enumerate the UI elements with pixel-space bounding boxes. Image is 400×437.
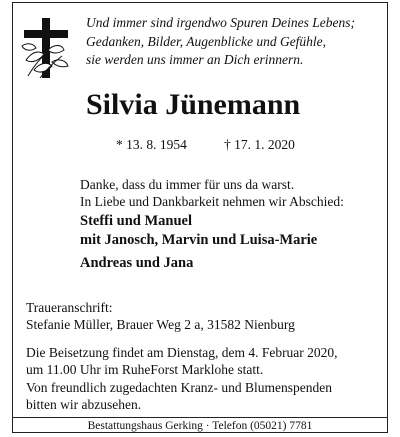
address-value: Stefanie Müller, Brauer Weg 2 a, 31582 Nienburg	[26, 317, 295, 332]
mourners-list	[80, 212, 317, 273]
funeral-line: Die Beisetzung findet am Dienstag, dem 4. Februar 2020,	[26, 345, 338, 360]
thanks-line: Danke, dass du immer für uns da warst.	[80, 177, 295, 192]
mourner-line: Andreas und Jana	[80, 255, 194, 271]
thanks-text	[80, 176, 344, 210]
birth-date: * 13. 8. 1954	[116, 137, 187, 152]
cross-with-lilies-icon	[18, 16, 78, 80]
verse-line: Und immer sind irgendwo Spuren Deines Lebens;	[86, 15, 355, 30]
memorial-verse	[86, 14, 382, 70]
undertaker-footer: Bestattungshaus Gerking · Telefon (05021) 7781	[87, 420, 313, 432]
deceased-name: Silvia Jünemann	[86, 88, 301, 121]
footer-divider	[12, 417, 388, 418]
thanks-line: In Liebe und Dankbarkeit nehmen wir Abschied:	[80, 194, 344, 209]
mourner-line: Steffi und Manuel	[80, 213, 192, 229]
request-line: bitten wir abzusehen.	[26, 397, 142, 412]
mourning-address	[26, 299, 295, 333]
verse-line: Gedanken, Bilder, Augenblicke und Gefühle,	[86, 33, 327, 49]
request-line: Von freundlich zugedachten Kranz- und Blumenspenden	[26, 380, 333, 395]
death-date: † 17. 1. 2020	[224, 137, 295, 152]
address-label: Traueranschrift:	[26, 300, 113, 315]
mourner-line: mit Janosch, Marvin und Luisa-Marie	[80, 232, 318, 248]
funeral-details	[26, 344, 338, 378]
funeral-line: um 11.00 Uhr im RuheForst Marklohe statt.	[26, 362, 264, 377]
verse-line: sie werden uns immer an Dich erinnern.	[86, 52, 304, 67]
flower-request	[26, 379, 332, 413]
